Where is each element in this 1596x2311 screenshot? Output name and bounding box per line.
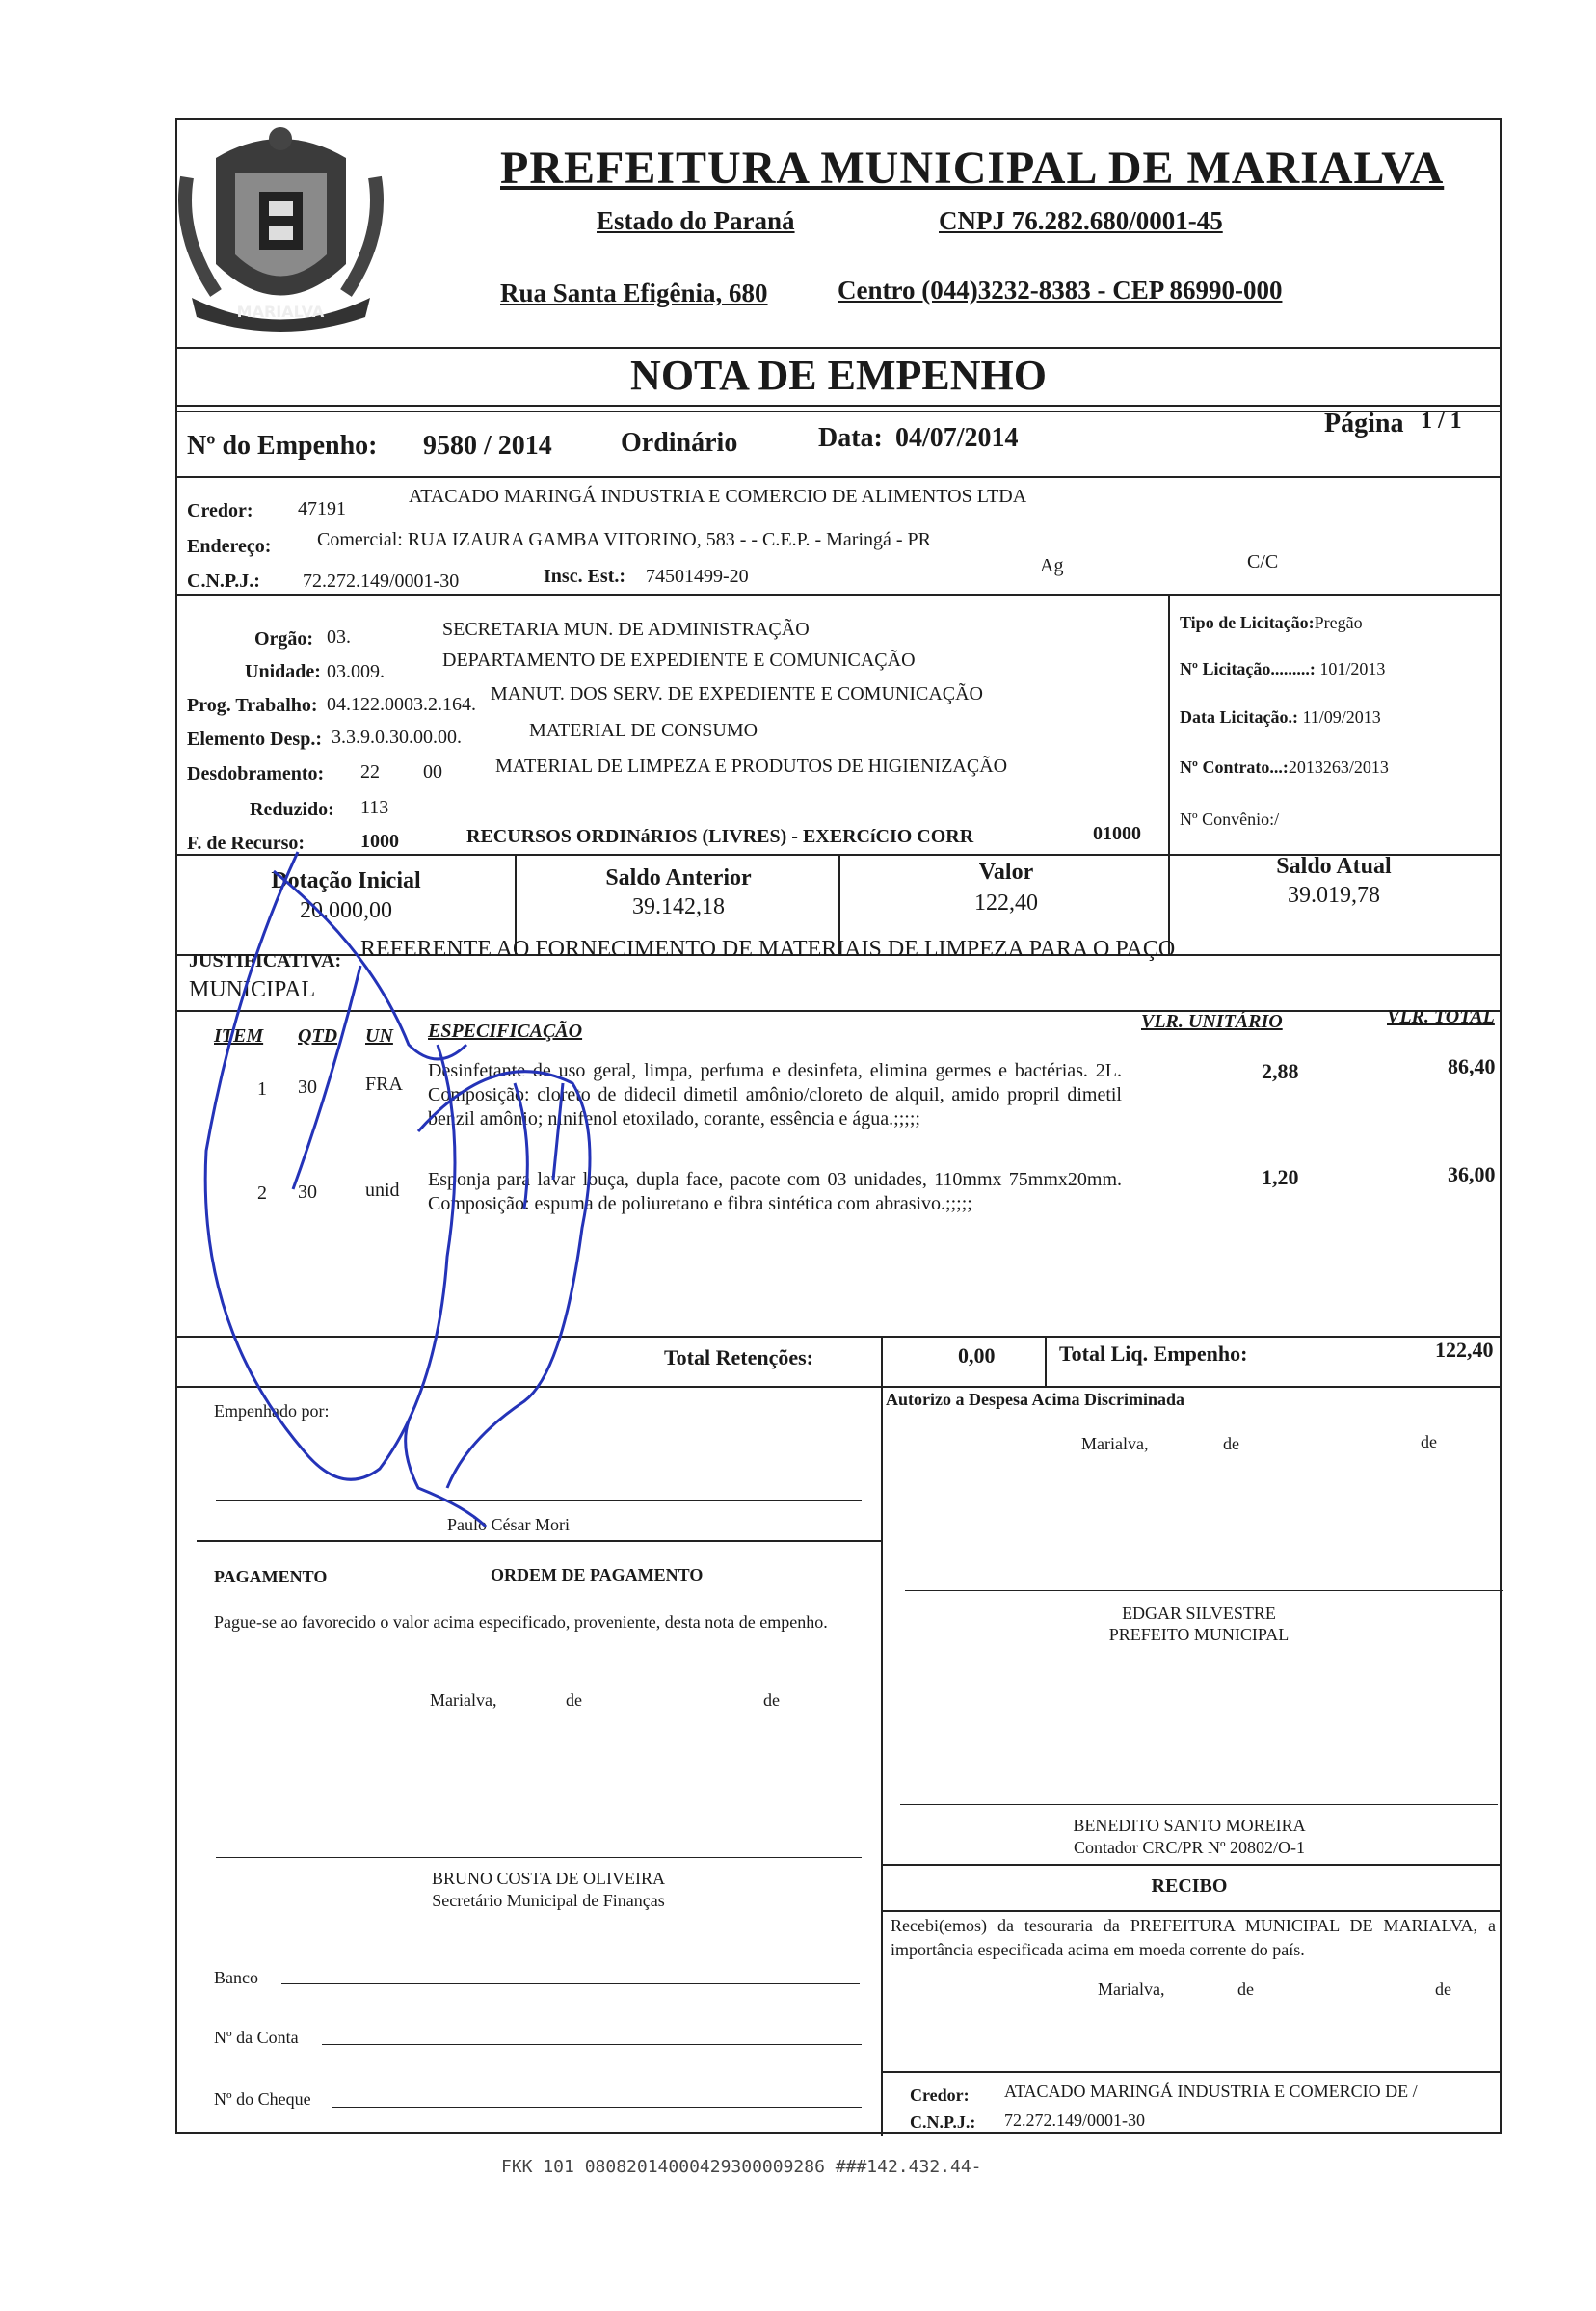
desdobramento-label: Desdobramento: (187, 763, 325, 784)
item-2-spec: Esponja para lavar louça, dupla face, pacote com 03 unidades, 110mmx 75mmx20mm. Composição: espuma de poliuretano e fibra sintética com abrasivo.;;;;; (428, 1169, 1122, 1214)
recurso-number: 01000 (1093, 823, 1141, 844)
divider (881, 1336, 883, 1386)
recibo-de-2: de (1435, 1979, 1451, 1999)
desdobramento-code-2: 00 (423, 761, 442, 783)
contador-signature-line (900, 1804, 1498, 1805)
autorizo-label: Autorizo a Despesa Acima Discriminada (886, 1390, 1184, 1409)
divider (177, 476, 1500, 478)
cc-label: C/C (1247, 551, 1279, 572)
item-2-number: 2 (257, 1182, 267, 1204)
elemento-name: MATERIAL DE CONSUMO (529, 720, 758, 741)
reduzido-value: 113 (360, 797, 389, 818)
contrato-label: Nº Contrato...:2013263/2013 (1180, 757, 1389, 777)
empenhado-signer: Paulo César Mori (447, 1515, 570, 1534)
item-2-un: unid (365, 1180, 400, 1201)
item-2-total: 36,00 (1448, 1162, 1496, 1186)
licitacao-num-label: Nº Licitação.........: 101/2013 (1180, 659, 1386, 678)
recibo-de: de (1237, 1979, 1254, 1999)
recurso-name: RECURSOS ORDINáRIOS (LIVRES) - EXERCíCIO CORR (466, 826, 974, 847)
item-2-qtd: 30 (298, 1182, 317, 1203)
insc-label: Insc. Est.: (544, 566, 626, 587)
licitacao-data-label: Data Licitação.: 11/09/2013 (1180, 707, 1381, 727)
cnpj-prefeitura: CNPJ 76.282.680/0001-45 (939, 206, 1223, 235)
col-total: VLR. TOTAL (1387, 1006, 1495, 1027)
elemento-label: Elemento Desp.: (187, 729, 322, 750)
saldo-anterior-label: Saldo Anterior (605, 865, 752, 890)
divider (177, 1386, 1500, 1388)
pagamento-label: PAGAMENTO (214, 1567, 328, 1586)
divider (881, 1386, 883, 2136)
svg-text:MARIALVA: MARIALVA (236, 303, 325, 321)
licitacao-tipo-label: Tipo de Licitação:Pregão (1180, 613, 1363, 632)
empenho-type: Ordinário (621, 428, 738, 458)
empenho-date: 04/07/2014 (895, 423, 1019, 453)
signature-line (216, 1500, 862, 1501)
cheque-label: Nº do Cheque (214, 2089, 311, 2109)
prog-name: MANUT. DOS SERV. DE EXPEDIENTE E COMUNICAÇÃO (491, 683, 983, 704)
credor-address: Comercial: RUA IZAURA GAMBA VITORINO, 583 - - C.E.P. - Maringá - PR (317, 529, 932, 550)
col-spec: ESPECIFICAÇÃO (428, 1021, 583, 1042)
empenho-date-label: Data: (818, 423, 883, 453)
divider (881, 1864, 1500, 1866)
document-title: NOTA DE EMPENHO (630, 352, 1047, 399)
unidade-code: 03.009. (327, 661, 385, 682)
item-1-total: 86,40 (1448, 1054, 1496, 1078)
divider (1168, 594, 1170, 954)
contador-name: BENEDITO SANTO MOREIRA (1073, 1816, 1306, 1835)
recibo-cnpj: 72.272.149/0001-30 (1004, 2111, 1145, 2130)
conta-label: Nº da Conta (214, 2028, 299, 2047)
elemento-code: 3.3.9.0.30.00.00. (332, 727, 462, 748)
justificativa-text-2: MUNICIPAL (189, 977, 316, 1002)
prog-label: Prog. Trabalho: (187, 695, 318, 716)
divider (177, 405, 1500, 407)
recibo-credor: ATACADO MARINGÁ INDUSTRIA E COMERCIO DE / (1004, 2082, 1418, 2101)
endereco-label: Endereço: (187, 536, 272, 557)
pagamento-de: de (566, 1690, 582, 1710)
divider (881, 1910, 1500, 1912)
municipal-crest-icon (177, 120, 385, 341)
divider (177, 1010, 1500, 1012)
justificativa-label: JUSTIFICATIVA: (189, 950, 342, 971)
valor-value: 122,40 (974, 890, 1038, 916)
recurso-code: 1000 (360, 831, 399, 852)
divider (177, 411, 1500, 412)
prefeito-name: EDGAR SILVESTRE (1122, 1604, 1276, 1623)
item-1-unit: 2,88 (1262, 1059, 1299, 1083)
recibo-place: Marialva, (1098, 1979, 1165, 1999)
saldo-anterior-value: 39.142,18 (632, 894, 725, 919)
orgao-name: SECRETARIA MUN. DE ADMINISTRAÇÃO (442, 619, 810, 640)
pagamento-de-2: de (763, 1690, 780, 1710)
col-item: ITEM (214, 1025, 264, 1047)
divider (177, 1336, 1500, 1338)
ordem-label: ORDEM DE PAGAMENTO (491, 1565, 704, 1584)
retencoes-label: Total Retenções: (664, 1345, 813, 1369)
prefeito-signature-line (905, 1590, 1503, 1591)
col-qtd: QTD (298, 1025, 338, 1047)
convenio-label: Nº Convênio:/ (1180, 810, 1280, 829)
conta-line[interactable] (322, 2044, 862, 2045)
prefeito-role: PREFEITO MUNICIPAL (1108, 1625, 1290, 1644)
empenhado-label: Empenhado por: (214, 1401, 330, 1421)
autorizo-de: de (1223, 1434, 1239, 1453)
footer-code: FKK 101 08082014000429300009286 ###142.432.44- (501, 2157, 982, 2177)
saldo-atual-label: Saldo Atual (1276, 854, 1392, 879)
dotacao-value: 20.000,00 (300, 898, 392, 923)
nota-de-empenho-form (175, 118, 1502, 2134)
reduzido-label: Reduzido: (250, 799, 334, 820)
item-1-un: FRA (365, 1074, 403, 1095)
item-2-unit: 1,20 (1262, 1165, 1299, 1189)
liquido-value: 122,40 (1435, 1338, 1494, 1362)
credor-cnpj-label: C.N.P.J.: (187, 571, 260, 592)
desdobramento-code: 22 (360, 761, 380, 783)
item-1-spec: Desinfetante de uso geral, limpa, perfuma e desinfeta, elimina germes e bactérias. 2L. Composição: cloreto de didecil dimetil amônio/cloreto de alquil, amido propril dimetil benzil amônio; ninifenol etoxilado, corante, essência e água.;;;;; (428, 1060, 1122, 1129)
item-1-qtd: 30 (298, 1076, 317, 1098)
insc-value: 74501499-20 (646, 566, 749, 587)
secretario-name: BRUNO COSTA DE OLIVEIRA (431, 1869, 666, 1888)
divider (177, 347, 1500, 349)
credor-code: 47191 (298, 498, 346, 519)
justificativa-text: REFERENTE AO FORNECIMENTO DE MATERIAIS DE LIMPEZA PARA O PAÇO (360, 937, 1176, 962)
address-street: Rua Santa Efigênia, 680 (500, 279, 768, 307)
contador-role: Contador CRC/PR Nº 20802/O-1 (1073, 1838, 1306, 1857)
desdobramento-name: MATERIAL DE LIMPEZA E PRODUTOS DE HIGIENIZAÇÃO (495, 756, 1008, 777)
page-title: PREFEITURA MUNICIPAL DE MARIALVA (500, 143, 1445, 194)
recibo-cnpj-label: C.N.P.J.: (910, 2112, 976, 2132)
recibo-credor-label: Credor: (910, 2085, 970, 2105)
unidade-name: DEPARTAMENTO DE EXPEDIENTE E COMUNICAÇÃO (442, 650, 916, 671)
divider (197, 1540, 881, 1542)
autorizo-de-2: de (1421, 1432, 1437, 1451)
credor-name: ATACADO MARINGÁ INDUSTRIA E COMERCIO DE ALIMENTOS LTDA (409, 486, 1027, 507)
divider (177, 594, 1500, 596)
secretario-role: Secretário Municipal de Finanças (432, 1891, 665, 1910)
dotacao-label: Dotação Inicial (271, 868, 421, 893)
saldo-atual-value: 39.019,78 (1288, 883, 1380, 908)
orgao-label: Orgão: (254, 628, 314, 650)
ag-label: Ag (1040, 555, 1064, 576)
unidade-label: Unidade: (245, 661, 321, 682)
divider (1045, 1336, 1047, 1386)
orgao-code: 03. (327, 626, 351, 648)
recibo-label: RECIBO (1151, 1875, 1228, 1897)
pagamento-place: Marialva, (430, 1690, 497, 1710)
divider (881, 2071, 1500, 2073)
prog-code: 04.122.0003.2.164. (327, 694, 476, 715)
item-1-number: 1 (257, 1078, 267, 1100)
secretario-signature-line (216, 1857, 862, 1858)
recurso-label: F. de Recurso: (187, 833, 306, 854)
cheque-line[interactable] (332, 2107, 862, 2108)
page-number: 1 / 1 (1421, 409, 1462, 434)
banco-label: Banco (214, 1968, 258, 1987)
empenho-number: 9580 / 2014 (423, 431, 552, 461)
col-un: UN (365, 1025, 393, 1047)
retencoes-value: 0,00 (958, 1343, 996, 1368)
valor-label: Valor (978, 860, 1034, 885)
autorizo-place: Marialva, (1081, 1434, 1149, 1453)
col-unit: VLR. UNITÁRIO (1141, 1011, 1283, 1032)
pagamento-text: Pague-se ao favorecido o valor acima especificado, proveniente, desta nota de empenho. (214, 1612, 828, 1632)
empenho-number-label: Nº do Empenho: (187, 431, 378, 461)
credor-cnpj: 72.272.149/0001-30 (303, 571, 460, 592)
banco-line[interactable] (281, 1983, 860, 1984)
liquido-label: Total Liq. Empenho: (1059, 1341, 1248, 1366)
address-rest: Centro (044)3232-8383 - CEP 86990-000 (838, 276, 1283, 305)
page-label: Página (1324, 409, 1404, 438)
state-label: Estado do Paraná (597, 206, 795, 235)
recibo-text: Recebi(emos) da tesouraria da PREFEITURA MUNICIPAL DE MARIALVA, a importância especificada acima em moeda corrente do país. (891, 1916, 1496, 1959)
credor-label: Credor: (187, 500, 253, 521)
